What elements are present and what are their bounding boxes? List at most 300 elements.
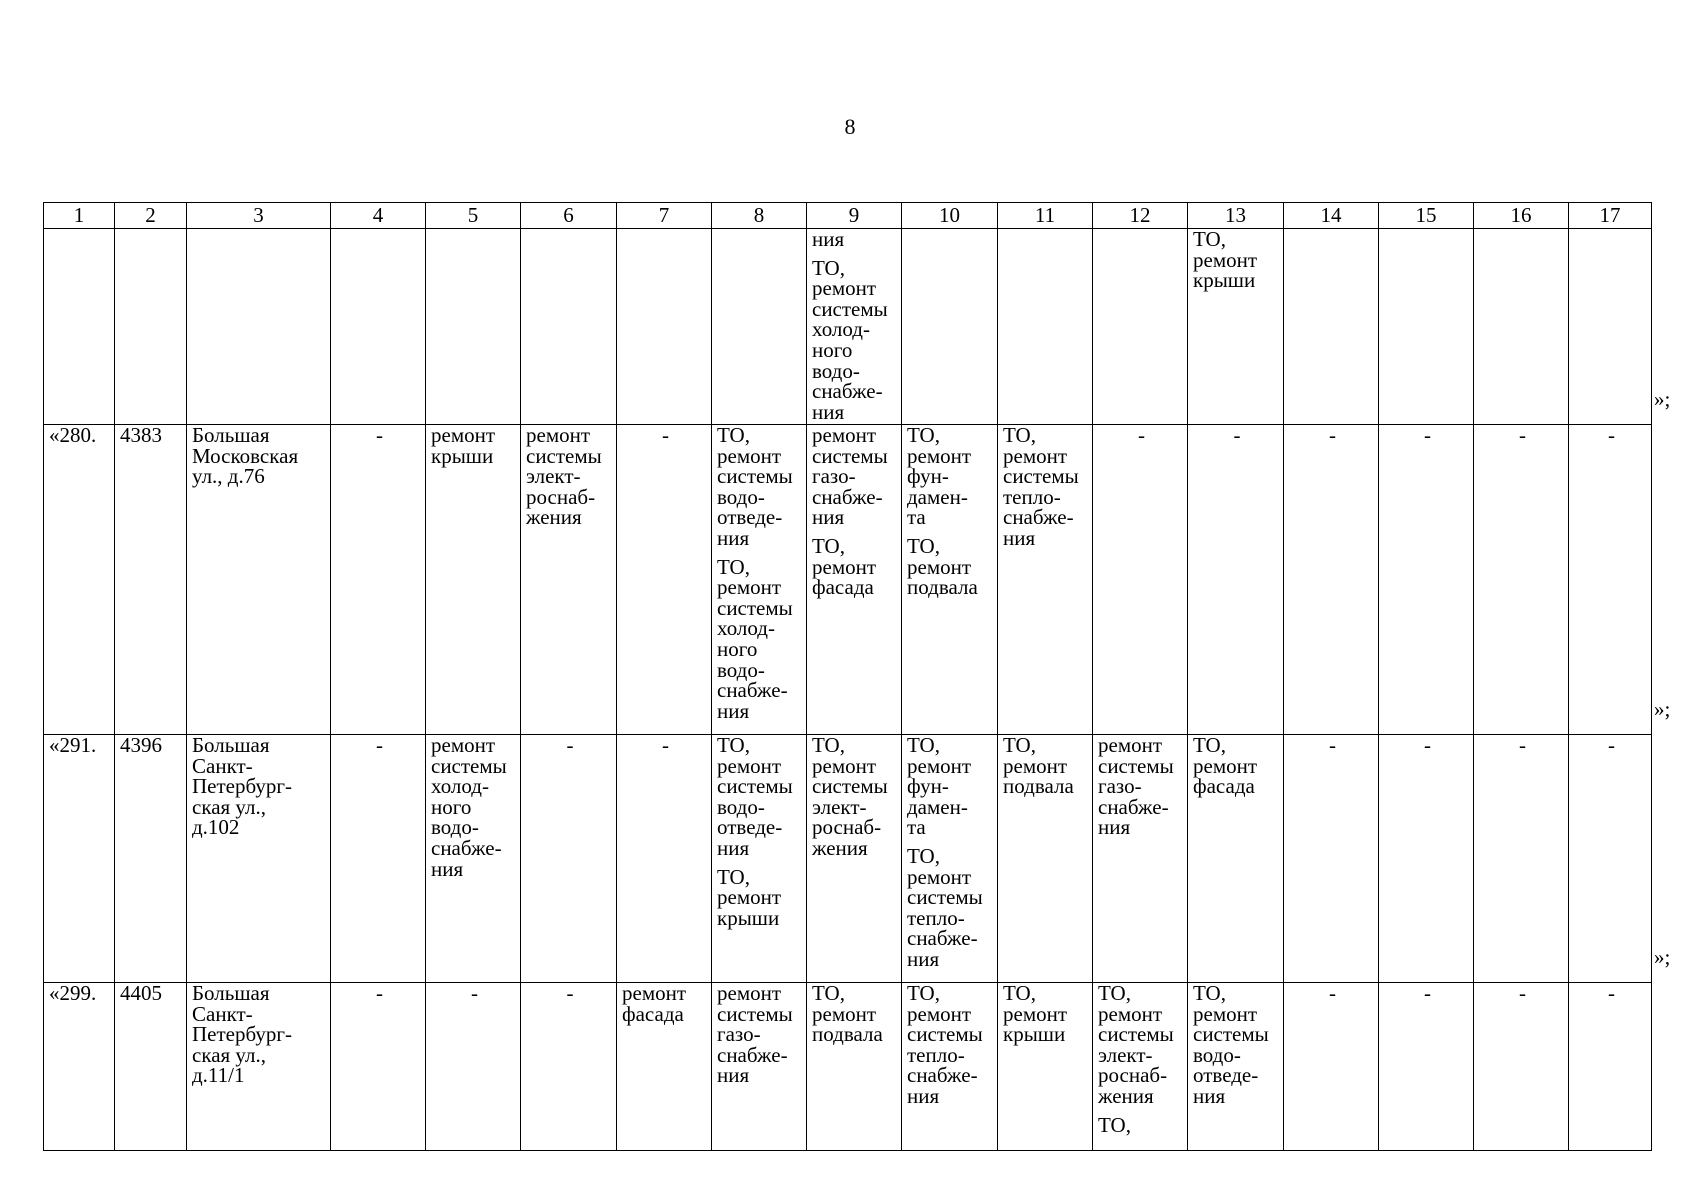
cell-text-line: ремонт [907, 864, 972, 889]
cell-text-line: ТО, [717, 424, 750, 447]
cell-text-block [717, 554, 804, 723]
cell-text-line: ремонт [1193, 753, 1258, 778]
cell-text-line: Санкт- [192, 753, 253, 778]
cell-text-line: - [1138, 424, 1145, 447]
row-closing-quote: »; [1654, 386, 1671, 411]
table-cell [521, 983, 617, 1151]
table-cell [998, 983, 1093, 1151]
table-cell [115, 229, 187, 425]
cell-text-block [1193, 229, 1281, 291]
cell-text-line: системы [1193, 1022, 1269, 1047]
cell-text-block [717, 983, 804, 1086]
table-cell [712, 735, 807, 983]
cell-text-line: ТО, [1003, 734, 1036, 757]
cell-text-block [120, 735, 184, 756]
cell-text-line: системы [812, 774, 888, 799]
cell-text-line: д.11/1 [192, 1063, 245, 1088]
cell-text-line: ного [431, 794, 472, 819]
cell-text-line: ремонт [1098, 734, 1163, 757]
cell-text-line: ния [431, 856, 464, 881]
cell-text-block [120, 425, 184, 446]
cell-text-block [907, 533, 995, 600]
cell-text-line: ТО, [1098, 1112, 1131, 1137]
cell-text-line: элект- [526, 464, 581, 489]
cell-text-line: роснаб- [526, 484, 596, 509]
cell-text-line: отведе- [1193, 1063, 1259, 1088]
cell-text-block [1098, 1112, 1185, 1137]
cell-text-line: холод- [431, 774, 489, 799]
cell-text-line: «291. [49, 734, 97, 757]
cell-text-line: - [1608, 424, 1615, 447]
cell-text-block [1098, 983, 1185, 1107]
cell-text-block [1479, 735, 1566, 756]
cell-text-line: тепло- [907, 1042, 965, 1067]
table-cell [115, 735, 187, 983]
cell-text-line: фун- [907, 774, 949, 799]
cell-text-block [1098, 425, 1185, 446]
table-row [44, 983, 1652, 1151]
cell-text-line: - [1329, 424, 1336, 447]
cell-text-line: Московская [192, 443, 299, 468]
table-cell [1474, 983, 1569, 1151]
table-cell [712, 983, 807, 1151]
table-cell [712, 229, 807, 425]
cell-text-line: Санкт- [192, 1001, 253, 1026]
cell-text-line: ния [1098, 815, 1131, 840]
cell-text-line: ремонт [717, 753, 782, 778]
cell-text-line: ремонт [812, 753, 877, 778]
table-cell [1093, 229, 1188, 425]
table-cell [1284, 229, 1379, 425]
cell-text-line: 4405 [120, 982, 162, 1005]
cell-text-line: жения [812, 835, 868, 860]
cell-text-line: - [1329, 734, 1336, 757]
cell-text-block [622, 735, 709, 756]
cell-text-line: ская ул., [192, 1042, 266, 1067]
table-cell [1474, 229, 1569, 425]
cell-text-line: ТО, [907, 533, 940, 558]
cell-text-block [1003, 983, 1090, 1045]
cell-text-block [1574, 735, 1649, 756]
cell-text-line: жения [1098, 1083, 1154, 1108]
cell-text-line: ТО, [1003, 982, 1036, 1005]
cell-text-line: 4396 [120, 734, 162, 757]
cell-text-line: ния [1003, 525, 1036, 550]
cell-text-line: ремонт [717, 575, 782, 600]
cell-text-line: водо- [717, 794, 765, 819]
cell-text-line: - [1424, 982, 1431, 1005]
table-cell [331, 425, 426, 735]
cell-text-line: водо- [1193, 1042, 1241, 1067]
cell-text-line: - [662, 734, 669, 757]
cell-text-line: ного [812, 337, 853, 362]
cell-text-line: ТО, [1098, 982, 1131, 1005]
cell-text-line: ТО, [907, 424, 940, 447]
cell-text-line: ремонт [812, 1001, 877, 1026]
cell-text-line: системы [717, 595, 793, 620]
cell-text-block [336, 425, 423, 446]
cell-text-line: ния [717, 525, 750, 550]
cell-text-block [526, 425, 614, 528]
cell-text-line: ТО, [717, 864, 750, 889]
table-cell [1188, 983, 1284, 1151]
table-cell [1093, 735, 1188, 983]
cell-text-line: ния [907, 946, 940, 971]
cell-text-line: ТО, [907, 734, 940, 757]
cell-text-block [907, 425, 995, 528]
cell-text-line: крыши [431, 443, 494, 468]
cell-text-block [1574, 983, 1649, 1004]
cell-text-line: ТО, [1193, 982, 1226, 1005]
cell-text-line: - [566, 982, 574, 1005]
cell-text-line: подвала [1003, 774, 1074, 799]
cell-text-line: - [1233, 424, 1241, 447]
table-cell [617, 229, 712, 425]
cell-text-line: роснаб- [1098, 1063, 1168, 1088]
table-cell [44, 983, 115, 1151]
cell-text-block [622, 983, 709, 1024]
cell-text-line: снабже- [431, 835, 502, 860]
cell-text-line: ТО, [717, 554, 750, 579]
table-cell [331, 983, 426, 1151]
cell-text-block [526, 983, 614, 1004]
column-header-7: 7 [617, 203, 712, 229]
cell-text-line: 4383 [120, 424, 162, 447]
column-header-17: 17 [1569, 203, 1652, 229]
cell-text-line: фун- [907, 464, 949, 489]
cell-text-line: ремонт [907, 1001, 972, 1026]
cell-text-line: «280. [49, 424, 97, 447]
cell-text-line: отведе- [717, 505, 783, 530]
column-header-3: 3 [187, 203, 331, 229]
table-cell [1379, 983, 1474, 1151]
table-cell [902, 983, 998, 1151]
cell-text-block [1289, 983, 1376, 1004]
cell-text-line: ремонт [717, 982, 782, 1005]
cell-text-line: - [1608, 982, 1615, 1005]
cell-text-line: снабже- [907, 926, 978, 951]
page-number: 8 [844, 114, 856, 139]
cell-text-block [622, 425, 709, 446]
cell-text-line: - [1329, 982, 1336, 1005]
cell-text-block [1574, 425, 1649, 446]
cell-text-line: фасада [622, 1001, 684, 1026]
cell-text-block [120, 983, 184, 1004]
cell-text-line: ремонт [1003, 443, 1068, 468]
cell-text-line: ТО, [812, 734, 845, 757]
cell-text-block [907, 983, 995, 1107]
cell-text-line: ремонт [717, 443, 782, 468]
cell-text-line: ремонт [1098, 1001, 1163, 1026]
table-cell [187, 425, 331, 735]
table-cell [426, 735, 521, 983]
cell-text-line: системы [717, 774, 793, 799]
table-cell [1284, 983, 1379, 1151]
table-cell [1093, 983, 1188, 1151]
cell-text-block [192, 425, 328, 487]
cell-text-line: газо- [717, 1022, 761, 1047]
cell-text-line: элект- [1098, 1042, 1153, 1067]
cell-text-line: холод- [812, 317, 870, 342]
cell-text-line: ремонт [717, 885, 782, 910]
table-cell [1093, 425, 1188, 735]
table-cell [807, 735, 902, 983]
cell-text-line: - [566, 734, 574, 757]
cell-text-block [336, 983, 423, 1004]
cell-text-block [336, 735, 423, 756]
cell-text-line: ремонт [622, 982, 687, 1005]
table-cell [521, 735, 617, 983]
cell-text-line: системы [717, 464, 793, 489]
cell-text-line: ТО, [812, 982, 845, 1005]
cell-text-line: ремонт [431, 734, 496, 757]
cell-text-line: - [376, 734, 383, 757]
cell-text-line: - [471, 982, 478, 1005]
cell-text-block [431, 425, 518, 466]
cell-text-line: снабже- [812, 484, 883, 509]
cell-text-line: ного [717, 636, 758, 661]
cell-text-line: отведе- [717, 815, 783, 840]
cell-text-block [1479, 983, 1566, 1004]
table-cell [1569, 735, 1652, 983]
cell-text-block [1479, 425, 1566, 446]
cell-text-line: ТО, [1193, 734, 1226, 757]
table-cell [426, 983, 521, 1151]
table-cell [617, 735, 712, 983]
table-cell [1379, 229, 1474, 425]
cell-text-line: ния [717, 698, 750, 723]
cell-text-line: системы [431, 753, 507, 778]
cell-text-line: тепло- [907, 905, 965, 930]
cell-text-block [717, 735, 804, 859]
table-row [44, 229, 1652, 425]
cell-text-line: снабже- [907, 1063, 978, 1088]
cell-text-block [526, 735, 614, 756]
cell-text-block [1003, 425, 1090, 549]
column-header-4: 4 [331, 203, 426, 229]
column-number-header-row [44, 203, 1652, 229]
cell-text-line: тепло- [1003, 484, 1061, 509]
cell-text-line: газо- [812, 464, 856, 489]
table-cell [1188, 425, 1284, 735]
cell-text-line: ТО, [717, 734, 750, 757]
cell-text-line: ремонт [907, 443, 972, 468]
table-cell [521, 229, 617, 425]
column-header-5: 5 [426, 203, 521, 229]
table-cell [44, 425, 115, 735]
cell-text-line: - [1608, 734, 1615, 757]
cell-text-line: д.102 [192, 815, 240, 840]
cell-text-line: - [1519, 424, 1526, 447]
row-closing-quote: »; [1654, 944, 1671, 969]
cell-text-block [717, 425, 804, 549]
cell-text-line: системы [1098, 753, 1174, 778]
cell-text-block [192, 735, 328, 838]
column-header-8: 8 [712, 203, 807, 229]
cell-text-line: водо- [431, 815, 479, 840]
cell-text-block [907, 843, 995, 971]
cell-text-block [812, 255, 899, 424]
table-cell [807, 983, 902, 1151]
cell-text-line: крыши [1193, 268, 1256, 293]
cell-text-line: Петербург- [192, 774, 292, 799]
table-cell [521, 425, 617, 735]
work-schedule-table [43, 202, 1652, 1151]
column-header-10: 10 [902, 203, 998, 229]
cell-text-block [1384, 983, 1471, 1004]
cell-text-line: роснаб- [812, 815, 882, 840]
cell-text-block [1193, 735, 1281, 797]
cell-text-line: ния [717, 835, 750, 860]
column-header-6: 6 [521, 203, 617, 229]
cell-text-line: - [1519, 734, 1526, 757]
table-cell [617, 983, 712, 1151]
cell-text-line: ТО, [1193, 228, 1226, 251]
table-cell [426, 229, 521, 425]
table-cell [1569, 425, 1652, 735]
table-cell [998, 425, 1093, 735]
cell-text-line: ния [717, 1063, 750, 1088]
cell-text-line: ремонт [526, 424, 591, 447]
cell-text-line: - [376, 982, 383, 1005]
cell-text-line: Большая [192, 982, 270, 1005]
cell-text-line: крыши [1003, 1022, 1066, 1047]
table-cell [998, 229, 1093, 425]
cell-text-line: - [376, 424, 383, 447]
cell-text-line: та [907, 505, 926, 530]
cell-text-block [907, 735, 995, 838]
table-cell [187, 983, 331, 1151]
cell-text-line: водо- [717, 484, 765, 509]
column-header-9: 9 [807, 203, 902, 229]
cell-text-line: ния [812, 228, 845, 251]
cell-text-block [1193, 425, 1281, 446]
column-header-2: 2 [115, 203, 187, 229]
cell-text-line: ТО, [907, 982, 940, 1005]
cell-text-line: системы [717, 1001, 793, 1026]
cell-text-line: ния [812, 505, 845, 530]
cell-text-block [1098, 735, 1185, 838]
cell-text-line: снабже- [717, 1042, 788, 1067]
table-cell [1379, 735, 1474, 983]
table-cell [115, 425, 187, 735]
cell-text-line: жения [526, 505, 582, 530]
cell-text-block [1384, 735, 1471, 756]
cell-text-line: системы [526, 443, 602, 468]
cell-text-line: дамен- [907, 794, 968, 819]
cell-text-line: снабже- [812, 379, 883, 404]
cell-text-line: ская ул., [192, 794, 266, 819]
table-cell [187, 735, 331, 983]
table-cell [807, 229, 902, 425]
cell-text-block [812, 983, 899, 1045]
cell-text-line: крыши [717, 905, 780, 930]
cell-text-line: ремонт [1193, 1001, 1258, 1026]
cell-text-line: фасада [812, 575, 874, 600]
cell-text-line: фасада [1193, 774, 1255, 799]
cell-text-line: - [662, 424, 669, 447]
table-cell [1188, 229, 1284, 425]
cell-text-block [812, 229, 899, 250]
cell-text-block [1003, 735, 1090, 797]
table-cell [187, 229, 331, 425]
table-cell [1284, 735, 1379, 983]
table-cell [1379, 425, 1474, 735]
cell-text-block [49, 983, 112, 1004]
column-header-1: 1 [44, 203, 115, 229]
cell-text-line: Большая [192, 424, 270, 447]
cell-text-line: ния [907, 1083, 940, 1108]
row-closing-quote: »; [1654, 696, 1671, 721]
cell-text-line: ремонт [1003, 753, 1068, 778]
cell-text-line: системы [907, 885, 983, 910]
table-cell [1188, 735, 1284, 983]
table-cell [1474, 425, 1569, 735]
cell-text-line: Большая [192, 734, 270, 757]
cell-text-block [717, 864, 804, 930]
cell-text-line: та [907, 815, 926, 840]
table-cell [44, 735, 115, 983]
cell-text-block [1193, 983, 1281, 1107]
table-cell [998, 735, 1093, 983]
cell-text-block [431, 735, 518, 879]
cell-text-line: дамен- [907, 484, 968, 509]
cell-text-line: ремонт [812, 554, 877, 579]
cell-text-block [49, 425, 112, 446]
table-cell [902, 735, 998, 983]
cell-text-line: ул., д.76 [192, 464, 265, 489]
cell-text-line: ТО, [1003, 424, 1036, 447]
cell-text-line: ремонт [431, 424, 496, 447]
table-cell [331, 229, 426, 425]
cell-text-line: - [1424, 424, 1431, 447]
column-header-14: 14 [1284, 203, 1379, 229]
cell-text-block [192, 983, 328, 1086]
cell-text-line: Петербург- [192, 1022, 292, 1047]
table-cell [1569, 983, 1652, 1151]
cell-text-block [49, 735, 112, 756]
cell-text-block [1289, 425, 1376, 446]
cell-text-line: водо- [812, 358, 860, 383]
cell-text-line: холод- [717, 616, 775, 641]
column-header-13: 13 [1188, 203, 1284, 229]
cell-text-line: - [1519, 982, 1526, 1005]
column-header-11: 11 [998, 203, 1093, 229]
cell-text-line: ремонт [812, 276, 877, 301]
cell-text-line: подвала [812, 1022, 883, 1047]
cell-text-line: газо- [1098, 774, 1142, 799]
table-cell [331, 735, 426, 983]
table-cell [712, 425, 807, 735]
cell-text-line: подвала [907, 575, 978, 600]
column-header-12: 12 [1093, 203, 1188, 229]
cell-text-line: водо- [717, 657, 765, 682]
cell-text-line: ния [812, 399, 845, 424]
cell-text-line: снабже- [1003, 505, 1074, 530]
table-cell [807, 425, 902, 735]
cell-text-line: системы [812, 443, 888, 468]
table-cell [902, 229, 998, 425]
cell-text-line: ремонт [907, 753, 972, 778]
cell-text-line: ния [1193, 1083, 1226, 1108]
table-cell [1474, 735, 1569, 983]
cell-text-line: системы [1098, 1022, 1174, 1047]
cell-text-block [812, 735, 899, 859]
table-cell [115, 983, 187, 1151]
cell-text-line: элект- [812, 794, 867, 819]
column-header-16: 16 [1474, 203, 1569, 229]
table-cell [44, 229, 115, 425]
